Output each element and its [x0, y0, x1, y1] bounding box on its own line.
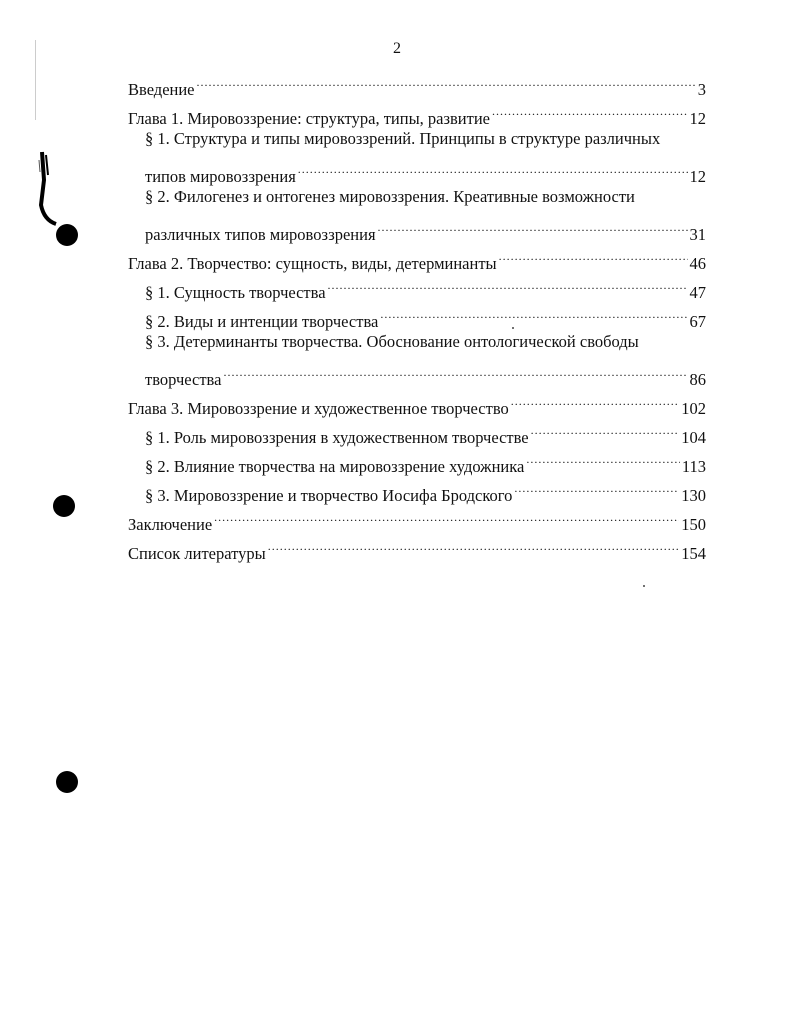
toc-entry-title: типов мировоззрения: [145, 167, 296, 186]
toc-entry-page: 12: [689, 167, 706, 186]
dot-leader: [214, 501, 679, 530]
dot-leader: [531, 414, 680, 443]
toc-entry: [128, 95, 706, 128]
dot-leader: [298, 153, 688, 182]
toc-entry-title: Заключение: [128, 515, 213, 534]
toc-entry-title: § 1. Сущность творчества: [145, 283, 326, 302]
toc-entry-page: 3: [697, 80, 706, 99]
toc-entry-page: 67: [689, 312, 706, 331]
toc-entry-page: 47: [689, 283, 706, 302]
binding-mark: [36, 150, 66, 230]
toc-entry-title: § 2. Влияние творчества на мировоззрение художника: [145, 457, 525, 476]
punch-hole: [53, 495, 75, 517]
toc-entry-title: творчества: [145, 370, 222, 389]
toc-entry-page: 46: [689, 254, 706, 273]
toc-entry: [128, 153, 706, 186]
toc-entry-title: Введение: [128, 80, 195, 99]
dot-leader: [268, 530, 680, 559]
table-of-contents: [128, 66, 706, 563]
dot-leader: [514, 472, 679, 501]
toc-entry-page: 130: [681, 486, 706, 505]
toc-entry: [128, 66, 706, 99]
dot-leader: [197, 66, 696, 95]
toc-entry-page: 113: [681, 457, 706, 476]
toc-entry-title: § 2. Филогенез и онтогенез мировоззрения. Креативные возможности: [145, 187, 635, 206]
page-number: 2: [393, 40, 401, 57]
toc-entry-title: § 2. Виды и интенции творчества: [145, 312, 379, 331]
toc-entry-title: § 1. Структура и типы мировоззрений. Принципы в структуре различных: [145, 129, 661, 148]
dot-leader: [378, 211, 688, 240]
toc-entry-title-line: [128, 124, 706, 153]
toc-entry-page: 102: [681, 399, 706, 418]
dot-leader: [492, 95, 688, 124]
toc-entry: [128, 530, 706, 563]
dot-leader: [511, 385, 680, 414]
toc-entry: [128, 211, 706, 244]
scan-speck: [643, 585, 645, 587]
dot-leader: [223, 356, 687, 385]
toc-entry-title: различных типов мировоззрения: [145, 225, 376, 244]
punch-hole: [56, 771, 78, 793]
toc-entry-title: Глава 2. Творчество: сущность, виды, детерминанты: [128, 254, 497, 273]
toc-entry-title: § 3. Детерминанты творчества. Обоснование онтологической свободы: [145, 332, 639, 351]
dot-leader: [499, 240, 688, 269]
punch-hole: [56, 224, 78, 246]
dot-leader: [328, 269, 688, 298]
dot-leader: [526, 443, 680, 472]
toc-entry-title-line: [128, 327, 706, 356]
toc-entry-page: 12: [689, 109, 706, 128]
toc-entry-page: 154: [681, 544, 706, 563]
toc-entry-title: § 1. Роль мировоззрения в художественном творчестве: [145, 428, 529, 447]
toc-entry: [128, 501, 706, 534]
toc-entry-title: § 3. Мировоззрение и творчество Иосифа Бродского: [145, 486, 513, 505]
toc-entry-title: Глава 3. Мировоззрение и художественное творчество: [128, 399, 509, 418]
toc-entry-page: 104: [681, 428, 706, 447]
toc-entry-title: Глава 1. Мировоззрение: структура, типы, развитие: [128, 109, 490, 128]
dot-leader: [380, 298, 687, 327]
toc-entry-title-line: [128, 182, 706, 211]
toc-entry-page: 31: [689, 225, 706, 244]
toc-entry-page: 86: [689, 370, 706, 389]
toc-entry-page: 150: [681, 515, 706, 534]
toc-entry-title: Список литературы: [128, 544, 266, 563]
toc-entry: [128, 356, 706, 389]
